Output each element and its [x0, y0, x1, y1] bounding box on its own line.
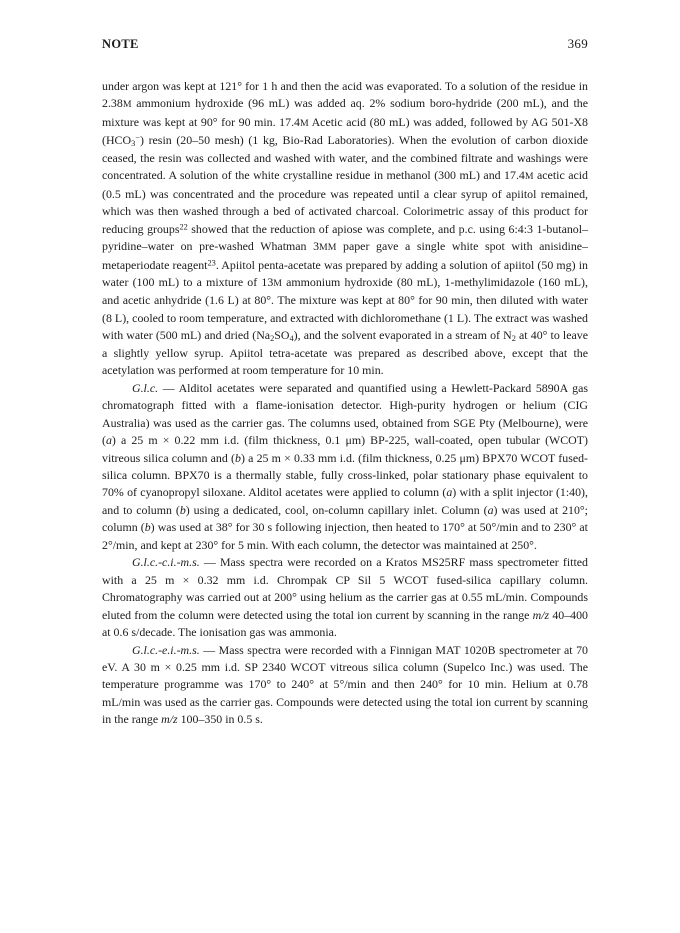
- text-run: 40–400 at 0.6 s/decade. The ionisation gas was ammonia.: [102, 607, 588, 640]
- superscript: 23: [207, 257, 216, 267]
- text-run: under argon was kept at 121° for 1 h and then the acid was evaporated. To a solution of the residue in 2.38: [102, 79, 588, 111]
- text-run: . Apiitol penta-acetate was prepared by adding a solution of apiitol (50 mg) in water (100 mL) to a mixture of 13: [102, 257, 588, 289]
- running-head: [102, 36, 588, 52]
- italic-text: a: [446, 485, 453, 500]
- text-run: Acetic acid (80 mL) was added, followed by AG 501-X8 (HCO: [102, 114, 588, 148]
- small-caps-text: MM: [319, 242, 337, 254]
- paragraph: [102, 78, 588, 380]
- text-run: — Alditol acetates were separated and quantified using a Hewlett-Packard 5890A gas chromatograph fitted with a flame-ionisation detector. High-purity hydrogen or helium (CIG Australia) was used as the carrier gas. The columns used, obtained from SGE Pty (Melbourne), were (: [102, 380, 588, 448]
- subscript: 2: [270, 334, 275, 344]
- small-caps-text: M: [524, 171, 534, 183]
- text-run: ), and the solvent evaporated in a stream of N: [293, 328, 512, 343]
- italic-text: m/z: [532, 607, 550, 622]
- small-caps-text: M: [299, 117, 309, 129]
- section-label: NOTE: [102, 37, 139, 51]
- text-run: showed that the reduction of apiose was complete, and p.c. using 6:4:3 1-butanol–pyridine–water on pre-washed Whatman 3: [102, 221, 588, 254]
- subscript: 4: [289, 334, 294, 344]
- body-text: [102, 78, 588, 729]
- text-run: ) was used at 210°; column (: [102, 502, 588, 535]
- paragraph: [102, 642, 588, 729]
- text-run: ) a 25 m × 0.22 mm i.d. (film thickness, 0.1 μm) BP-225, wall-coated, open tubular (WCOT) vitreous silica column and (: [102, 433, 588, 465]
- text-run: SO: [274, 328, 290, 343]
- small-caps-text: M: [273, 277, 282, 289]
- italic-text: a: [105, 433, 112, 448]
- italic-text: b: [144, 520, 151, 535]
- text-run: — Mass spectra were recorded with a Finnigan MAT 1020B spectrometer at 70 eV. A 30 m × 0.25 mm i.d. SP 2340 WCOT vitreous silica column (Supelco Inc.) was used. The temperature programme was 170° to 240° at 5°/min and then 240° for 10 min. Helium at 0.78 mL/min was used as the carrier gas. Compounds were detected using the total ion current by scanning in the range: [102, 642, 588, 727]
- text-run: ) a 25 m × 0.33 mm i.d. (film thickness, 0.25 μm) BPX70 WCOT fused-silica column. BPX70 is a thermally stable, fully cross-linked, polar stationary phase equivalent to 70% of cyanopropyl siloxane. Alditol acetates were applied to column (: [102, 450, 589, 500]
- text-run: — Mass spectra were recorded on a Kratos MS25RF mass spectrometer fitted with a 25 m × 0.32 mm i.d. Chrompak CP Sil 5 WCOT fused-silica capillary column. Chromatography was carried out at 200° using helium as the carrier gas at 0.55 mL/min. Compounds eluted from the column were detected using the total ion current by scanning in the range: [102, 555, 588, 622]
- italic-text: a: [487, 502, 494, 517]
- superscript: −: [135, 133, 140, 143]
- italic-text: b: [179, 502, 186, 517]
- text-run: ) using a dedicated, cool, on-column capillary inlet. Column (: [185, 502, 488, 517]
- subscript: 2: [511, 334, 516, 344]
- italic-text: G.l.c.-c.i.-m.s.: [132, 555, 200, 570]
- paragraph: [102, 380, 588, 555]
- text-run: acetic acid (0.5 mL) was concentrated and the procedure was repeated until a clear syrup of apiitol remained, which was then washed through a bed of activated charcoal. Colorimetric assay of this product for reducing groups: [102, 168, 588, 236]
- page-number: 369: [567, 36, 588, 51]
- paragraph: [102, 554, 588, 641]
- subscript: 3: [131, 139, 136, 149]
- italic-text: G.l.c.-e.i.-m.s.: [132, 642, 200, 657]
- small-caps-text: M: [122, 99, 132, 111]
- text-run: 100–350 in 0.5 s.: [177, 712, 263, 727]
- text-run: at 40° to leave a slightly yellow syrup. Apiitol tetra-acetate was prepared as described above, except that the acetylation was performed at room temperature for 10 min.: [102, 328, 589, 378]
- text-run: ) with a split injector (1:40), and to column (: [102, 485, 588, 517]
- italic-text: G.l.c.: [132, 380, 159, 395]
- text-run: ) resin (20–50 mesh) (1 kg, Bio-Rad Laboratories). When the evolution of carbon dioxide ceased, the resin was collected and washed with water, and the combined filtrate and washings were concentrated. A solution of the white crystalline residue in methanol (300 mL) and 17.4: [102, 133, 588, 183]
- text-run: paper gave a single white spot with anisidine–metaperiodate reagent: [102, 239, 588, 272]
- superscript: 22: [179, 221, 188, 231]
- journal-page: [102, 36, 588, 729]
- text-run: ) was used at 38° for 30 s following injection, then heated to 170° at 50°/min and to 230° at 2°/min, and kept at 230° for 5 min. With each column, the detector was maintained at 250°.: [102, 520, 588, 552]
- text-run: ammonium hydroxide (80 mL), 1-methylimidazole (160 mL), and acetic anhydride (1.6 L) at 80°. The mixture was kept at 80° for 90 min, then diluted with water (8 L), cooled to room temperature, and extracted with dichloromethane (1 L). The extract was washed with water (500 mL) and dried (Na: [102, 274, 588, 343]
- italic-text: m/z: [161, 712, 178, 727]
- italic-text: b: [235, 450, 241, 465]
- text-run: ammonium hydroxide (96 mL) was added aq. 2% sodium boro-hydride (200 mL), and the mixture was kept at 90° for 90 min. 17.4: [102, 96, 588, 129]
